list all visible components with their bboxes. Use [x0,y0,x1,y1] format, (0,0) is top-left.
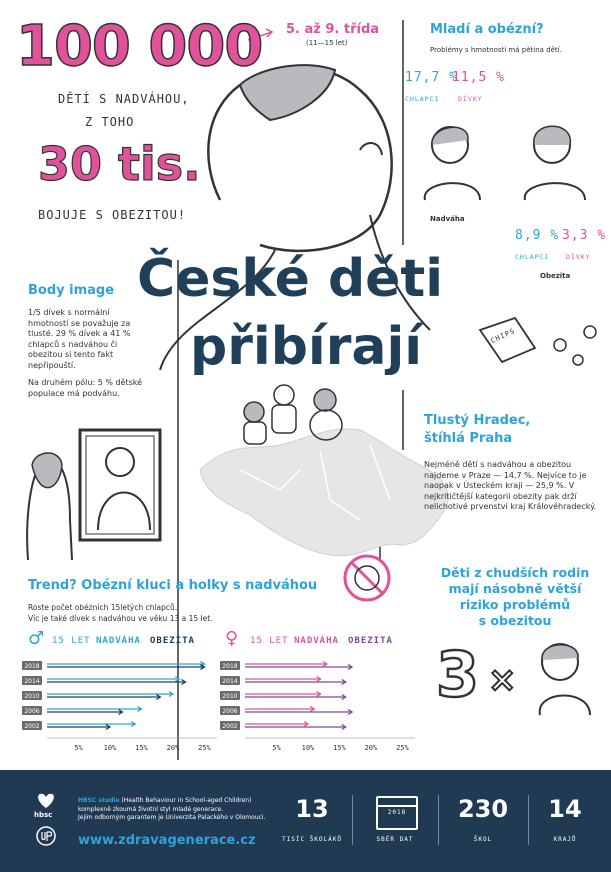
poor-line3: riziko problémů [459,597,571,612]
trend-heading: Trend? Obézní kluci a holky s nadváhou [28,578,318,593]
hbsc-logo-icon [35,790,57,810]
year-label: 2002 [24,723,40,730]
girls-obese-label: OBEZITA [348,636,393,646]
year-label: 2006 [222,708,238,715]
trend-line1: Roste počet obézních 15letých chlapců. [28,603,178,612]
boys-symbol-icon: ♂ [28,628,45,649]
stat-schools-value: 230 [457,795,509,823]
region-text: Nejméně dětí s nadváhou a obezitou najdeme v Praze — 14,7 %. Nejvíce to je naopak v Ústeckém kraji — 25,9 %. V nejkritičtější kategorii obezity pak drží nelichotivé prvenství kraj Královéhradecký. [424,460,597,511]
up-logo-icon [36,826,56,846]
multiplier-number: 3 [436,638,480,711]
obese-label: Obezita [540,272,571,280]
year-label: 2010 [24,693,40,700]
stat-year: 2018 [387,809,407,816]
hbsc-description [78,797,278,823]
body-image-text2: Na druhém pólu: 5 % dětské populace má podváhu. [28,378,143,398]
chips-bag [480,318,535,362]
obese-boys-value: 8,9 % [515,228,560,243]
region-heading1: Tlustý Hradec, [424,413,531,428]
region-heading2: štíhlá Praha [424,431,513,446]
x-tick-label: 5% [74,744,83,752]
year-label: 2018 [24,663,40,670]
x-tick-label: 20% [166,744,180,752]
grade-range: 5. až 9. třída [286,22,380,37]
boys-overweight-label: NADVÁHA [96,636,141,646]
main-title-line1: České děti [137,249,444,309]
website-link[interactable]: www.zdravagenerace.cz [78,833,256,848]
hero-line1: DĚTÍ S NADVÁHOU, [58,92,190,106]
x-tick-label: 25% [198,744,211,752]
hbsc-desc3: Jejím odborným garantem je Univerzita Palackého v Olomouci. [78,814,266,821]
chips-label: CHIPS [489,326,517,346]
overweight-girls-label: DÍVKY [458,95,483,103]
hbsc-desc1: (Health Behaviour in School-aged Children) [121,797,252,804]
year-label: 2006 [24,708,40,715]
body-image-heading: Body image [28,283,115,298]
x-tick-label: 25% [396,744,409,752]
x-tick-label: 15% [135,744,148,752]
year-label: 2014 [24,678,40,685]
girls-overweight-label: NADVÁHA [294,636,339,646]
poor-line2: mají násobně větší [448,581,582,596]
hero-mid-number: 30 tis. [38,137,201,191]
poor-line4: s obezitou [478,613,552,628]
girls-symbol-icon: ♀ [225,628,239,649]
overweight-label: Nadváha [430,215,465,223]
x-tick-label: 5% [272,744,281,752]
hbsc-logo-text: hbsc [34,811,53,819]
girls-age-label: 15 LET [250,636,289,646]
x-tick-label: 20% [364,744,378,752]
hero-big-number: 100 000 [16,14,263,79]
trend-line2: Víc je také dívek s nadváhou ve věku 13 a 15 let. [28,614,213,623]
body-image-text: 1/5 dívek s normální hmotností se považuje za tlusté. 29 % dívek a 41 % chlapců s nadváhou či obezitou si tento fakt nepřipouští. [28,308,131,370]
x-tick-label: 15% [333,744,346,752]
obese-boys-label: CHLAPCI [515,253,550,261]
boys-trend-chart [22,655,222,755]
stat-students-label: TISÍC ŠKOLÁKŮ [282,836,342,843]
czech-map [200,429,448,556]
main-title-line2: přibírají [190,317,423,377]
year-label: 2014 [222,678,238,685]
stat-schools-label: ŠKOL [473,836,493,843]
boys-obese-label: OBEZITA [150,636,195,646]
hbsc-title: HBSC studie [78,797,120,804]
young-obese-subtitle: Problémy s hmotností má pětina dětí. [430,46,562,54]
footer [0,770,611,872]
year-label: 2018 [222,663,238,670]
mirror-frame [80,430,160,540]
boys-age-label: 15 LET [52,636,91,646]
girls-trend-chart [220,655,420,755]
x-tick-label: 10% [301,744,315,752]
obese-girls-label: DÍVKY [566,253,591,261]
multiplier-times: × [488,660,517,700]
poor-families-text [420,565,610,629]
poor-line1: Děti z chudších rodin [440,565,590,580]
young-obese-heading: Mladí a obézní? [430,22,544,37]
year-label: 2010 [222,693,238,700]
overweight-girls-value: 11,5 % [452,70,505,85]
stat-regions-value: 14 [548,795,582,823]
overweight-boys-label: CHLAPCI [405,95,440,103]
x-tick-label: 10% [103,744,117,752]
hero-line2: Z TOHO [85,115,135,129]
obese-girls-value: 3,3 % [562,228,607,243]
stat-regions-label: KRAJŮ [553,836,577,843]
year-label: 2002 [222,723,238,730]
stat-students-value: 13 [295,795,329,823]
hero-line3: BOJUJE S OBEZITOU! [38,208,187,222]
overweight-boys-value: 17,7 % [405,70,458,85]
stat-data-label: SBĚR DAT [376,836,414,843]
hbsc-desc2: komplexně zkoumá životní styl mladé generace. [78,805,224,813]
age-range: (11—15 let) [306,39,348,47]
calendar-icon [376,796,418,830]
